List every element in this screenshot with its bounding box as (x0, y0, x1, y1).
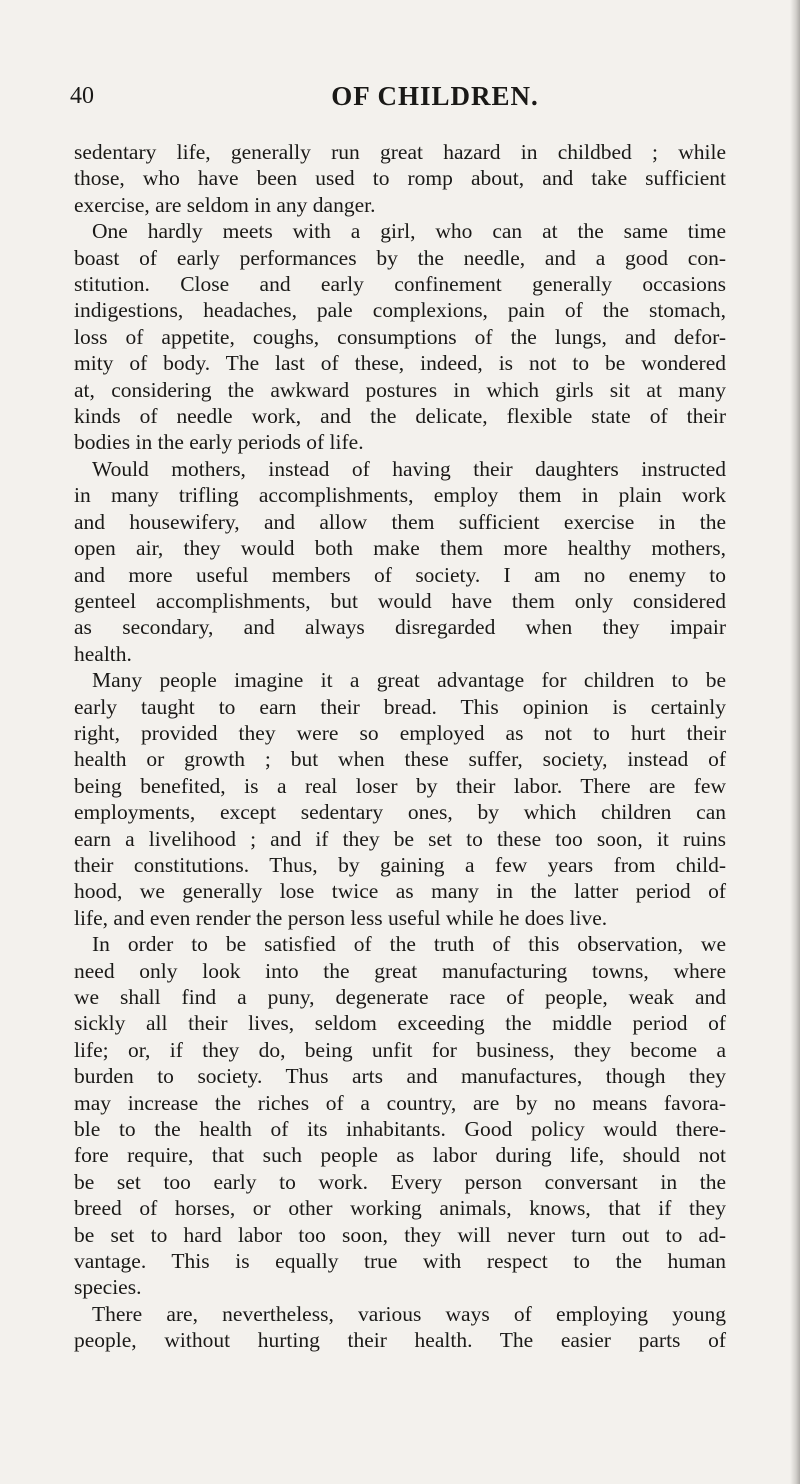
text-line: kinds of needle work, and the delicate, flexible state of their (74, 404, 726, 429)
paragraph-start-line: One hardly meets with a girl, who can at the same time (92, 219, 726, 244)
text-line: early taught to earn their bread. This opinion is certainly (74, 694, 726, 719)
text-line: people, without hurting their health. The easier parts of (74, 1328, 726, 1353)
text-line: may increase the riches of a country, are by no means favora- (74, 1090, 726, 1115)
text-line: boast of early performances by the needle, and a good con- (74, 245, 726, 270)
text-line: ble to the health of its inhabitants. Good policy would there- (74, 1117, 726, 1142)
text-line: burden to society. Thus arts and manufactures, though they (74, 1064, 726, 1089)
text-line: be set to hard labor too soon, they will never turn out to ad- (74, 1222, 726, 1247)
text-line: genteel accomplishments, but would have them only considered (74, 588, 726, 613)
text-line: health or growth ; but when these suffer, society, instead of (74, 747, 726, 772)
paragraph-start-line: There are, nevertheless, various ways of employing young (92, 1301, 726, 1326)
text-line: health. (74, 641, 132, 666)
text-line: breed of horses, or other working animals, knows, that if they (74, 1196, 726, 1221)
text-line: being benefited, is a real loser by their labor. There are few (74, 773, 726, 798)
text-line: earn a livelihood ; and if they be set to these too soon, it ruins (74, 826, 726, 851)
text-line: right, provided they were so employed as not to hurt their (74, 720, 726, 745)
text-line: indigestions, headaches, pale complexions, pain of the stomach, (74, 298, 726, 323)
text-line: sickly all their lives, seldom exceeding the middle period of (74, 1011, 726, 1036)
text-line: be set too early to work. Every person conversant in the (74, 1169, 726, 1194)
page-number: 40 (70, 83, 94, 109)
text-line: and more useful members of society. I am no enemy to (74, 562, 726, 587)
text-line: those, who have been used to romp about, and take sufficient (74, 166, 726, 191)
text-line: species. (74, 1275, 142, 1300)
text-line: stitution. Close and early confinement generally occasions (74, 272, 726, 297)
text-line: sedentary life, generally run great hazard in childbed ; while (74, 140, 726, 164)
text-line: need only look into the great manufacturing towns, where (74, 958, 726, 983)
body-text (74, 139, 726, 1354)
text-line: loss of appetite, coughs, consumptions of the lungs, and defor- (74, 324, 726, 349)
text-line: open air, they would both make them more healthy mothers, (74, 536, 726, 561)
paragraph-start-line: Would mothers, instead of having their daughters instructed (92, 456, 726, 481)
paragraph-start-line: Many people imagine it a great advantage for children to be (92, 668, 726, 693)
text-line: vantage. This is equally true with respect to the human (74, 1249, 726, 1274)
text-line: bodies in the early periods of life. (74, 430, 364, 455)
page-edge-shadow (790, 0, 800, 1484)
text-line: employments, except sedentary ones, by which children can (74, 800, 726, 825)
text-line: fore require, that such people as labor during life, should not (74, 1143, 726, 1168)
text-line: and housewifery, and allow them sufficient exercise in the (74, 509, 726, 534)
text-line: hood, we generally lose twice as many in the latter period of (74, 879, 726, 904)
text-line: life, and even render the person less useful while he does live. (74, 905, 608, 930)
page-header (70, 79, 730, 113)
paragraph-start-line: In order to be satisfied of the truth of this observation, we (92, 932, 726, 957)
text-line: at, considering the awkward postures in which girls sit at many (74, 377, 726, 402)
text-line: as secondary, and always disregarded when they impair (74, 615, 726, 640)
text-line: we shall find a puny, degenerate race of people, weak and (74, 985, 726, 1009)
running-title: OF CHILDREN. (331, 81, 539, 111)
text-line: their constitutions. Thus, by gaining a few years from child- (74, 852, 726, 877)
text-line: mity of body. The last of these, indeed, is not to be wondered (74, 351, 726, 376)
text-line: life; or, if they do, being unfit for business, they become a (74, 1037, 726, 1062)
text-line: exercise, are seldom in any danger. (74, 192, 376, 217)
text-line: in many trifling accomplishments, employ them in plain work (74, 483, 726, 508)
